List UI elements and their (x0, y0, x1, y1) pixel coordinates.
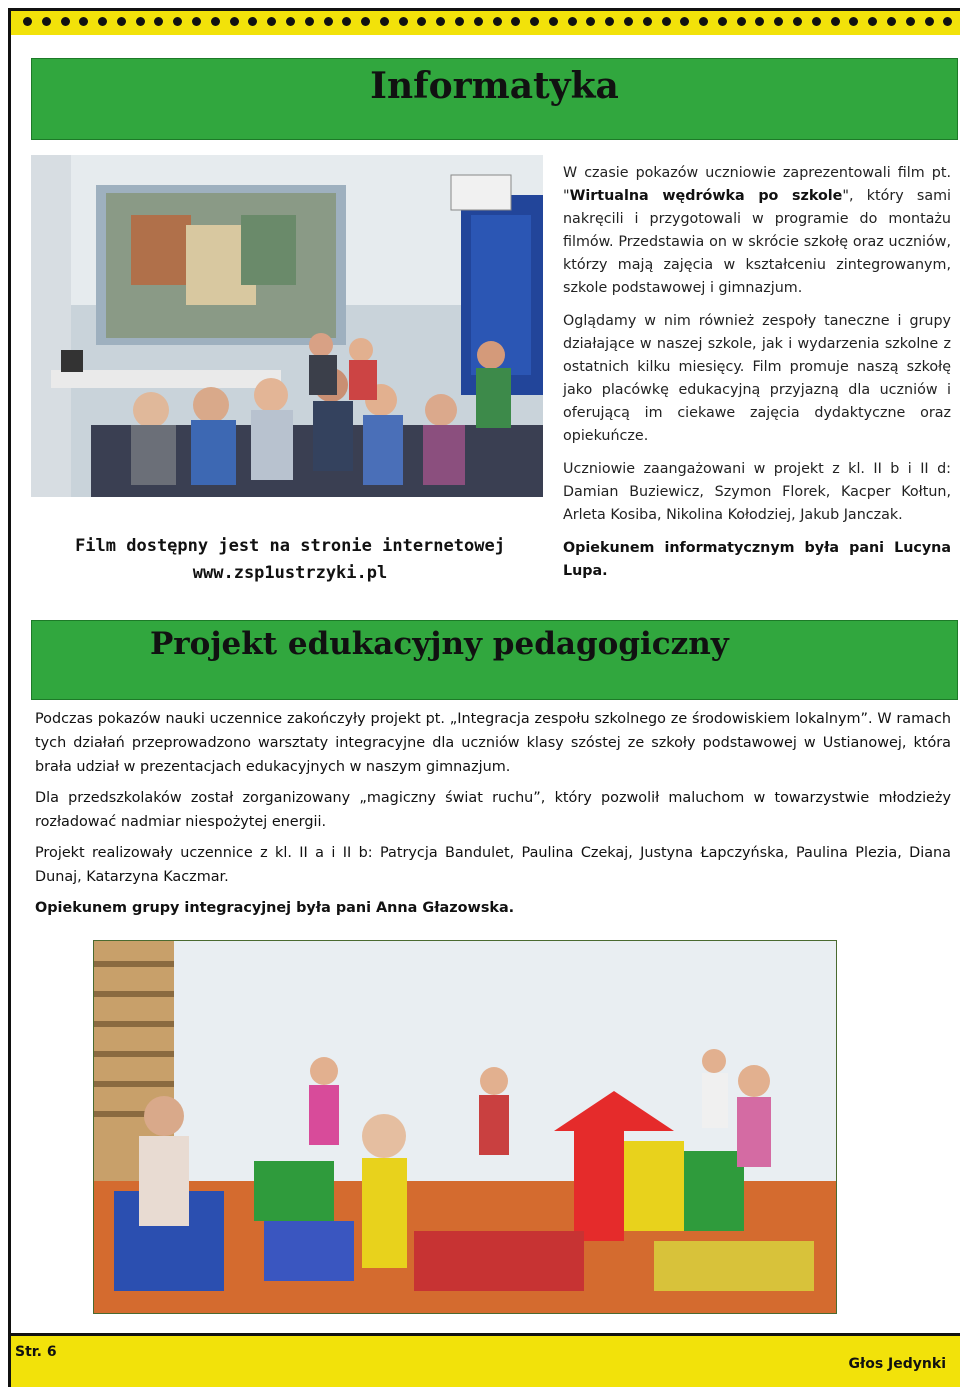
dot (474, 17, 483, 26)
dot (79, 17, 88, 26)
website-link[interactable]: www.zsp1ustrzyki.pl (192, 563, 388, 583)
dot (61, 17, 70, 26)
dot (417, 17, 426, 26)
supervisor-note: Opiekunem informatycznym była pani Lucyna Lupa. (563, 540, 951, 579)
decorative-dots (11, 17, 960, 26)
section-title: Informatyka (370, 65, 619, 107)
footer-band (8, 1333, 960, 1387)
dot (136, 17, 145, 26)
dot (436, 17, 445, 26)
page-number: Str. 6 (15, 1344, 57, 1360)
dot (831, 17, 840, 26)
dot (699, 17, 708, 26)
section-title: Projekt edukacyjny pedagogiczny (150, 626, 729, 662)
dot (42, 17, 51, 26)
dot (530, 17, 539, 26)
informatyka-text-column (563, 162, 951, 593)
dot (324, 17, 333, 26)
dot (23, 17, 32, 26)
dot (399, 17, 408, 26)
text-run: W czasie pokazów uczniowie zaprezentowali film pt. " (563, 165, 951, 204)
dot (267, 17, 276, 26)
dot (812, 17, 821, 26)
dot (98, 17, 107, 26)
paragraph (563, 162, 951, 300)
dot (662, 17, 671, 26)
paragraph: Oglądamy w nim również zespoły taneczne i grupy działające w naszej szkole, jak i wydarzenia szkolne z ostatnich kilku miesięcy. Film promuje naszą szkołę jako placówkę edukacyjną przyjazną dla uczniów i oferującą im ciekawe zajęcia dydaktyczne oraz opiekuńcze. (563, 313, 951, 444)
dot (380, 17, 389, 26)
dot (755, 17, 764, 26)
dot (586, 17, 595, 26)
projekt-text (35, 707, 951, 927)
dot (680, 17, 689, 26)
text-run: ", który sami nakręcili i przygotowali w programie do montażu filmów. Przedstawia on w skrócie szkołę oraz uczniów, którzy mają zajęcia w kształceniu zintegrowanym, szkole podstawowej i gimnazjum. (563, 188, 951, 296)
dot (925, 17, 934, 26)
paragraph: Uczniowie zaangażowani w projekt z kl. II b i II d: Damian Buziewicz, Szymon Florek, Kacper Kołtun, Arleta Kosiba, Nikolina Kołodziej, Jakub Janczak. (563, 461, 951, 523)
dot (887, 17, 896, 26)
dot (511, 17, 520, 26)
paragraph: Dla przedszkolaków został zorganizowany „magiczny świat ruchu”, który pozwolił maluchom w towarzystwie młodzieży rozładować nadmiar niespożytej energii. (35, 790, 951, 830)
paragraph: Projekt realizowały uczennice z kl. II a i II b: Patrycja Bandulet, Paulina Czekaj, Justyna Łapczyńska, Paulina Plezia, Diana Dunaj, Katarzyna Kaczmar. (35, 845, 951, 885)
paragraph (563, 537, 951, 583)
dot (868, 17, 877, 26)
dot (737, 17, 746, 26)
dot (154, 17, 163, 26)
dot (211, 17, 220, 26)
film-title: Wirtualna wędrówka po szkole (569, 188, 843, 204)
dot (849, 17, 858, 26)
paragraph: Podczas pokazów nauki uczennice zakończyły projekt pt. „Integracja zespołu szkolnego ze środowiskiem lokalnym”. W ramach tych działań przeprowadzono warsztaty integracyjne dla uczniów klasy szóstej ze szkoły podstawowej w Ustianowej, która brała udział w prezentacjach edukacyjnych w naszym gimnazjum. (35, 711, 951, 775)
dot (906, 17, 915, 26)
dot (173, 17, 182, 26)
dot (455, 17, 464, 26)
dot (568, 17, 577, 26)
dot (718, 17, 727, 26)
dot (305, 17, 314, 26)
section-header-informatyka (31, 58, 958, 140)
section-header-projekt (31, 620, 958, 700)
dot (493, 17, 502, 26)
dot (286, 17, 295, 26)
magazine-name: Głos Jedynki (848, 1356, 946, 1372)
dot (943, 17, 952, 26)
dot (192, 17, 201, 26)
dot (117, 17, 126, 26)
gym-children-photo (93, 940, 837, 1314)
paragraph (35, 896, 951, 920)
supervisor-note: Opiekunem grupy integracyjnej była pani Anna Głazowska. (35, 900, 515, 916)
dot (248, 17, 257, 26)
classroom-film-photo (31, 155, 543, 497)
dot (624, 17, 633, 26)
dot (793, 17, 802, 26)
dot (549, 17, 558, 26)
dot (342, 17, 351, 26)
dot (361, 17, 370, 26)
caption-line-1: Film dostępny jest na stronie internetowej (75, 536, 505, 556)
dot (230, 17, 239, 26)
film-caption (50, 533, 530, 587)
top-decorative-band (8, 8, 960, 35)
dot (774, 17, 783, 26)
left-border-line (8, 32, 11, 1352)
dot (643, 17, 652, 26)
dot (605, 17, 614, 26)
